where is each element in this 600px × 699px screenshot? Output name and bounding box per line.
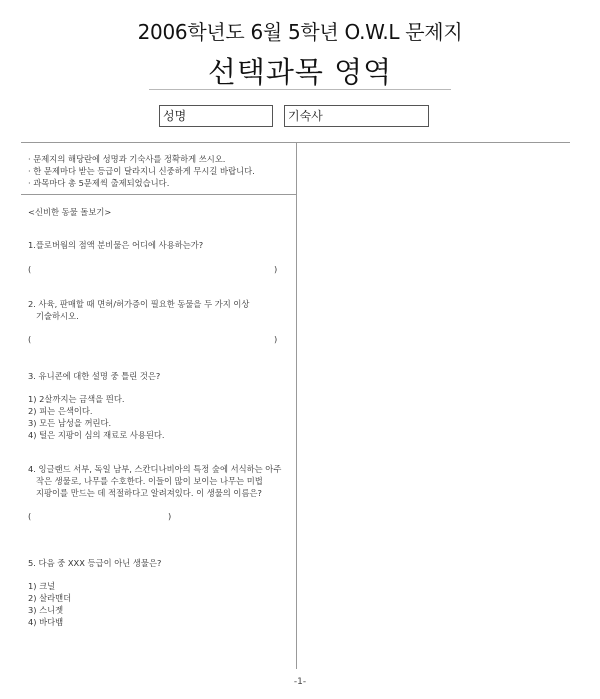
question-5-options: [28, 580, 71, 628]
blank-open: (: [28, 511, 32, 521]
exam-subtitle: 선택과목 영역: [207, 55, 393, 89]
blank-close: ): [274, 334, 278, 344]
question-2: [28, 298, 249, 322]
column-divider: [296, 143, 297, 669]
question-text: 5. 다음 중 XXX 등급이 아닌 생물은?: [28, 558, 162, 568]
blank-close: ): [274, 264, 278, 274]
question-3: [28, 370, 160, 382]
instructions-divider: [21, 194, 296, 195]
page-number: -1-: [293, 677, 307, 687]
exam-title: 2006학년도 6월 5학년 O.W.L 문제지: [137, 20, 463, 44]
name-field[interactable]: 성명: [159, 105, 273, 127]
instruction-line: · 과목마다 총 5문제씩 출제되었습니다.: [28, 178, 170, 188]
blank-open: (: [28, 264, 32, 274]
question-text: 기술하시오.: [36, 311, 79, 321]
question-4: [28, 463, 281, 499]
question-text: 4. 잉글랜드 서부, 독일 남부, 스칸디나비아의 특정 숲에 서식하는 아주: [28, 464, 282, 474]
answer-blank-1[interactable]: [28, 264, 279, 274]
option[interactable]: 3) 모든 남성을 꺼린다.: [28, 418, 112, 428]
option[interactable]: 1) 크널: [28, 581, 56, 591]
option[interactable]: 3) 스니젯: [28, 605, 64, 615]
section-title: <신비한 동물 돌보기>: [28, 207, 112, 217]
blank-close: ): [168, 511, 172, 521]
option[interactable]: 1) 2살까지는 금색을 띈다.: [28, 394, 125, 404]
question-5: [28, 557, 161, 569]
question-text: 작은 생물로, 나무를 수호한다. 이들이 많이 보이는 나무는 미법: [36, 476, 263, 486]
option[interactable]: 2) 피는 은색이다.: [28, 406, 93, 416]
option[interactable]: 4) 털은 지팡이 심의 재료로 사용된다.: [28, 430, 165, 440]
question-text: 지팡이를 만드는 데 적절하다고 알려져있다. 이 생물의 이름은?: [36, 488, 262, 498]
title-divider: [149, 89, 451, 90]
instruction-line: · 문제지의 해당란에 성명과 기숙사를 정확하게 쓰시오.: [28, 154, 226, 164]
question-text: 3. 유니콘에 대한 설명 중 틀린 것은?: [28, 371, 161, 381]
question-text: 2. 사육, 판매할 때 면허/허가증이 필요한 동물을 두 가지 이상: [28, 299, 250, 309]
option[interactable]: 2) 살라맨더: [28, 593, 72, 603]
answer-blank-2[interactable]: [28, 334, 279, 344]
answer-blank-4[interactable]: [28, 511, 178, 521]
instructions: [28, 153, 255, 189]
question-1: [28, 239, 203, 251]
blank-open: (: [28, 334, 32, 344]
left-column: [21, 143, 296, 669]
instruction-line: · 한 문제마다 받는 등급이 달라지니 신중하게 무시길 바랍니다.: [28, 166, 255, 176]
question-text: 1.플로버웜의 점액 분비물은 어디에 사용하는가?: [28, 240, 204, 250]
option[interactable]: 4) 바다뱀: [28, 617, 64, 627]
house-field[interactable]: 기숙사: [284, 105, 429, 127]
question-3-options: [28, 393, 165, 441]
